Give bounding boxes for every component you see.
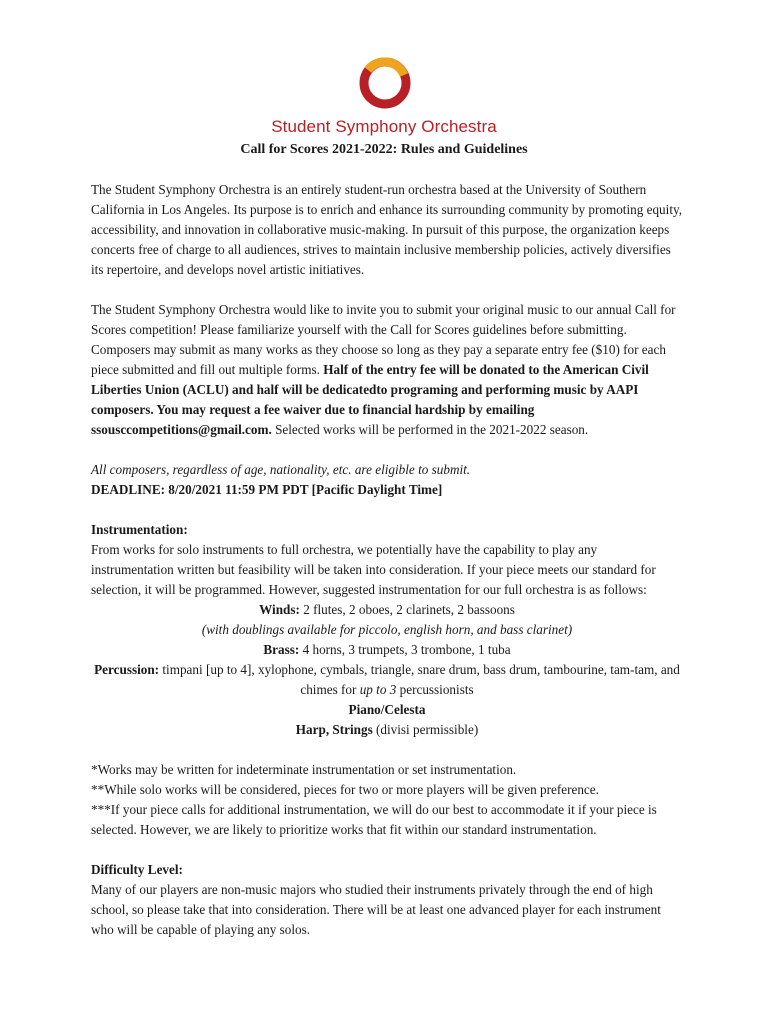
harp-strings-line [91, 720, 683, 740]
invitation-text: The Student Symphony Orchestra would like to invite you to submit your original music to our annual Call for Scores competition! Please familiarize yourself with the Call for Scores guidelines before submitting. Composers may submit as many works as they choose so long as they pay a separate entry fee ($10) for each piece submitted and fill out multiple forms. [91, 302, 676, 377]
intro-paragraph: The Student Symphony Orchestra is an entirely student-run orchestra based at the University of Southern California in Los Angeles. Its purpose is to enrich and enhance its surrounding community by promoting equity, accessibility, and innovation in collaborative music-making. In pursuit of this purpose, the organization keeps concerts free of charge to all audiences, strives to maintain inclusive membership policies, actively diversifies its repertoire, and develops novel artistic initiatives. [91, 182, 683, 277]
document-body [91, 180, 683, 940]
note-indeterminate: *Works may be written for indeterminate instrumentation or set instrumentation. [91, 762, 517, 777]
winds-label: Winds: [259, 602, 300, 617]
percussion-end: percussionists [396, 682, 474, 697]
ring-logo [357, 55, 413, 111]
eligibility-note: All composers, regardless of age, nationality, etc. are eligible to submit. [91, 462, 471, 477]
piano-line: Piano/Celesta [348, 702, 426, 717]
percussion-value: timpani [up to 4], xylophone, cymbals, triangle, snare drum, bass drum, tambourine, tam-tam, and chimes for [159, 662, 680, 697]
percussion-limit: up to 3 [359, 682, 397, 697]
harp-strings-label: Harp, Strings [295, 722, 373, 737]
brass-label: Brass: [263, 642, 300, 657]
difficulty-heading: Difficulty Level: [91, 862, 183, 877]
winds-value: 2 flutes, 2 oboes, 2 clarinets, 2 bassoons [299, 602, 515, 617]
brass-line [91, 640, 683, 660]
difficulty-text: Many of our players are non-music majors who studied their instruments privately through the end of high school, so please take that into consideration. There will be at least one advanced player for each instrument who will be capable of playing any solos. [91, 882, 661, 937]
season-text: Selected works will be performed in the 2021-2022 season. [271, 422, 589, 437]
percussion-line [91, 660, 683, 700]
percussion-label: Percussion: [94, 662, 160, 677]
brass-value: 4 horns, 3 trumpets, 3 trombone, 1 tuba [299, 642, 511, 657]
instrumentation-text: From works for solo instruments to full orchestra, we potentially have the capability to play any instrumentation written but feasibility will be taken into consideration. If your piece meets our standard for selection, it will be programmed. However, suggested instrumentation for our full orchestra is as follows: [91, 542, 656, 597]
winds-line [91, 600, 683, 620]
fee-donation-text: Half of the entry fee will be donated to the American Civil Liberties Union (ACLU) and half will be dedicatedto programing and performing music by AAPI composers. You may request a fee waiver due to financial hardship by emailing ssousccompetitions@gmail.com. [91, 362, 649, 437]
invitation-paragraph [91, 300, 683, 440]
doublings-line: (with doublings available for piccolo, english horn, and bass clarinet) [201, 622, 573, 637]
harp-strings-value: (divisi permissible) [372, 722, 479, 737]
org-name: Student Symphony Orchestra [271, 117, 497, 136]
instrumentation-heading: Instrumentation: [91, 522, 188, 537]
deadline: DEADLINE: 8/20/2021 11:59 PM PDT [Pacific Daylight Time] [91, 482, 443, 497]
page-title: Call for Scores 2021-2022: Rules and Guidelines [240, 142, 528, 157]
note-additional-instrumentation: ***If your piece calls for additional instrumentation, we will do our best to accommodate it if your piece is selected. However, we are likely to prioritize works that fit within our standard instrumentation. [91, 802, 657, 837]
note-solo-works: **While solo works will be considered, pieces for two or more players will be given preference. [91, 782, 599, 797]
